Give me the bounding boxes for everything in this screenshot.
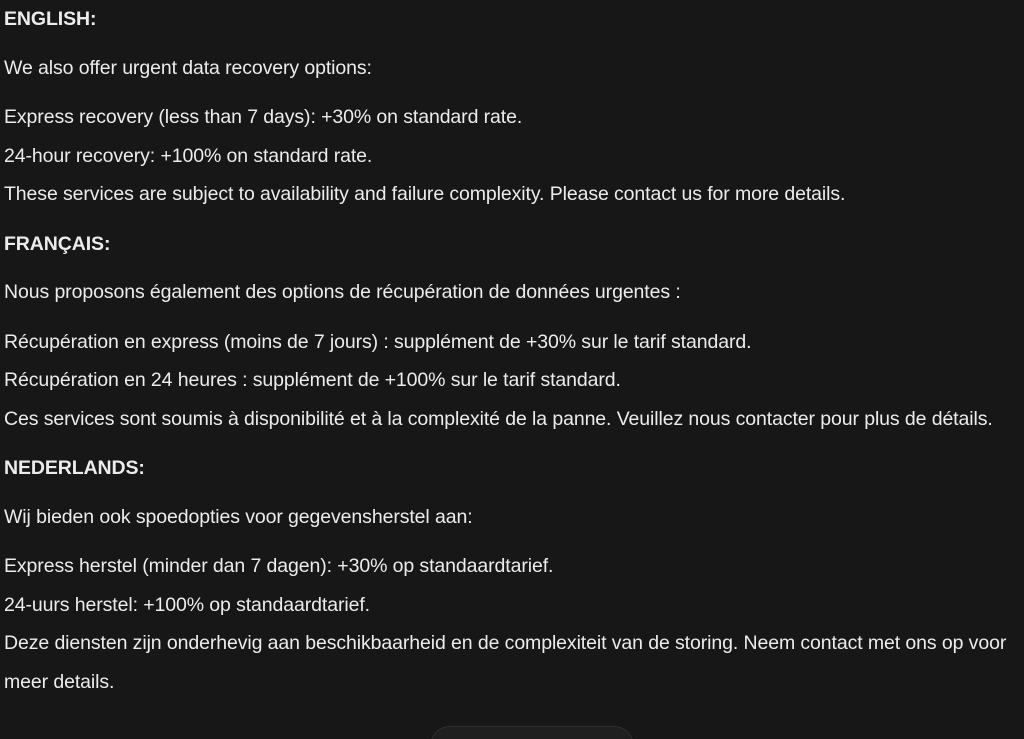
- nederlands-line-express: Express herstel (minder dan 7 dagen): +30% op standaardtarief.: [4, 555, 554, 577]
- section-heading-nederlands: NEDERLANDS:: [4, 457, 145, 479]
- section-heading-francais: FRANÇAIS:: [4, 232, 111, 255]
- nederlands-line-24h: 24-uurs herstel: +100% op standaardtarief.: [4, 593, 370, 616]
- message-content: [4, 0, 1022, 701]
- scroll-to-bottom-button[interactable]: [430, 726, 634, 739]
- nederlands-line-availability: Deze diensten zijn onderhevig aan beschikbaarheid en de complexiteit van de storing. Neem contact met ons op voor meer details.: [4, 632, 1007, 693]
- english-line-24h: 24-hour recovery: +100% on standard rate.: [4, 144, 373, 167]
- nederlands-intro: Wij bieden ook spoedopties voor gegevensherstel aan:: [4, 505, 473, 528]
- english-line-express: Express recovery (less than 7 days): +30% on standard rate.: [4, 106, 523, 128]
- francais-line-24h: Récupération en 24 heures : supplément de +100% sur le tarif standard.: [4, 369, 621, 391]
- francais-intro: Nous proposons également des options de récupération de données urgentes :: [4, 281, 681, 303]
- english-intro: We also offer urgent data recovery options:: [4, 56, 372, 79]
- francais-line-express: Récupération en express (moins de 7 jours) : supplément de +30% sur le tarif standard.: [4, 330, 752, 353]
- english-line-availability: These services are subject to availability and failure complexity. Please contact us for more details.: [4, 183, 846, 205]
- section-heading-english: ENGLISH:: [4, 8, 97, 30]
- francais-line-availability: Ces services sont soumis à disponibilité et à la complexité de la panne. Veuillez nous contacter pour plus de détails.: [4, 407, 993, 430]
